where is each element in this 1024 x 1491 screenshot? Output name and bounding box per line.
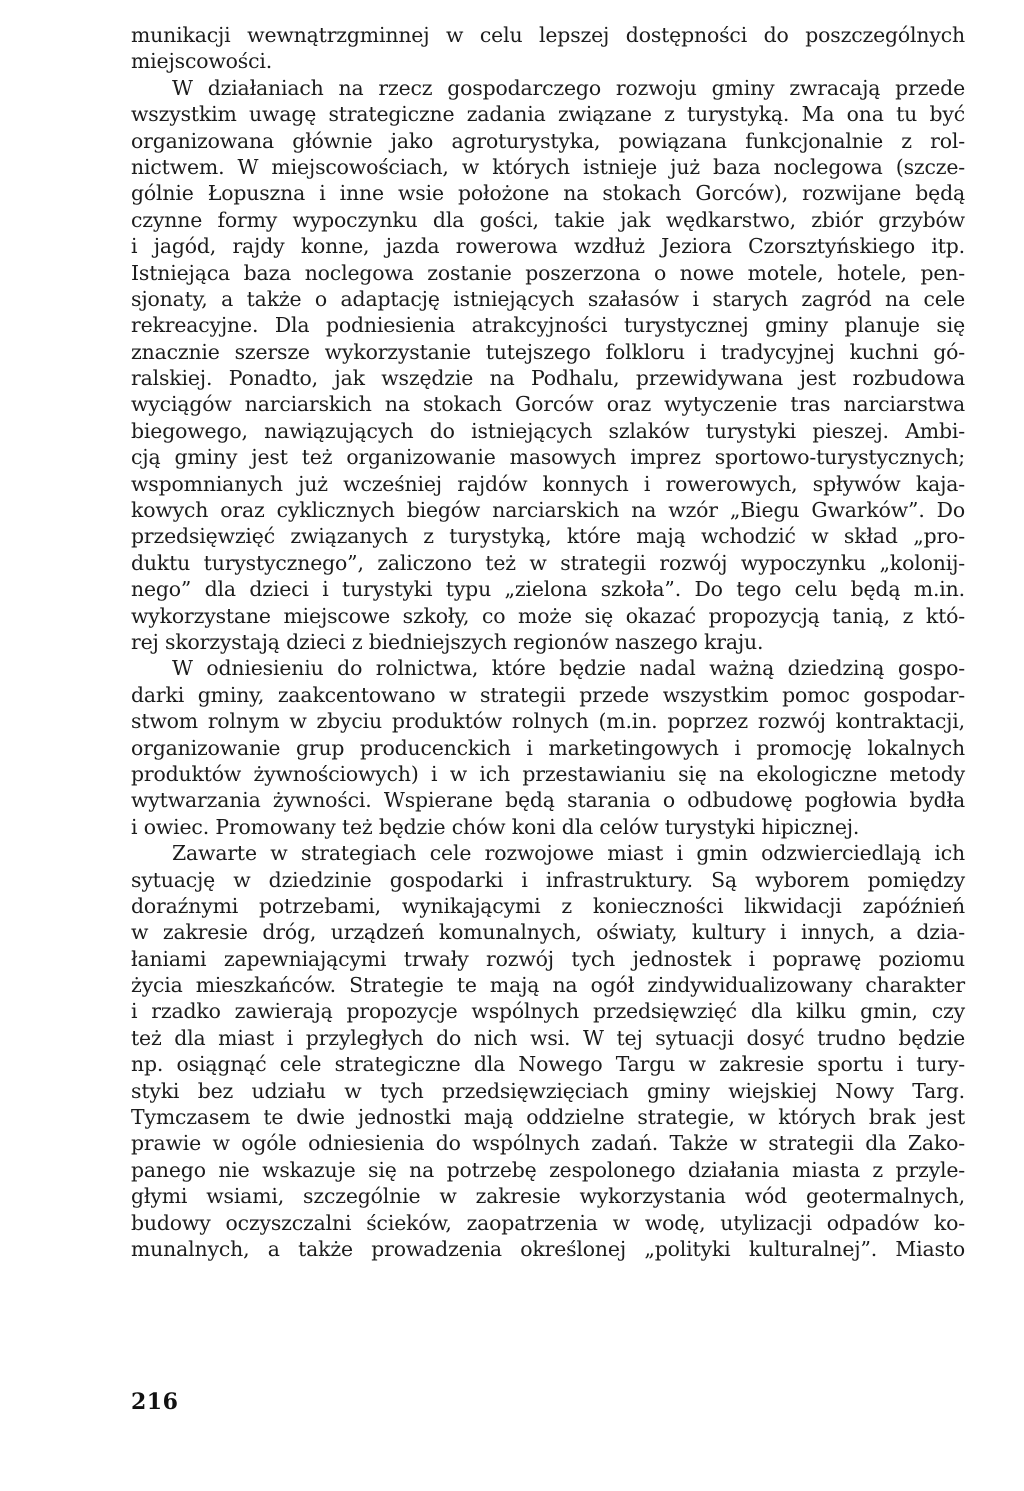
text-line: Zawarte w strategiach cele rozwojowe miast i gmin odzwierciedlają ich xyxy=(172,841,965,866)
paragraph xyxy=(131,840,965,1262)
text-line: budowy oczyszczalni ścieków, zaopatrzenia w wodę, utylizacji odpadów ko- xyxy=(131,1210,965,1235)
text-line: gólnie Łopuszna i inne wsie położone na stokach Gorców), rozwijane będą xyxy=(131,181,965,206)
text-line: munalnych, a także prowadzenia określonej „polityki kulturalnej”. Miasto xyxy=(131,1236,965,1261)
text-line: kowych oraz cyklicznych biegów narciarskich na wzór „Biegu Gwarków”. Do xyxy=(131,498,965,523)
text-line: W odniesieniu do rolnictwa, które będzie nadal ważną dziedziną gospo- xyxy=(172,656,965,681)
text-line: munikacji wewnątrzgminnej w celu lepszej dostępności do poszczególnych xyxy=(131,23,965,47)
text-line: panego nie wskazuje się na potrzebę zespolonego działania miasta z przyle- xyxy=(131,1157,965,1182)
text-line: nego” dla dzieci i turystyki typu „zielona szkoła”. Do tego celu będą m.in. xyxy=(131,577,965,602)
text-line: prawie w ogóle odniesienia do wspólnych zadań. Także w strategii dla Zako- xyxy=(131,1131,965,1156)
text-line: biegowego, nawiązujących do istniejących szlaków turystyki pieszej. Ambi- xyxy=(131,418,965,443)
text-line: rej skorzystają dzieci z biedniejszych regionów naszego kraju. xyxy=(131,629,764,654)
text-line: Istniejąca baza noclegowa zostanie poszerzona o nowe motele, hotele, pen- xyxy=(131,260,965,285)
text-line: nictwem. W miejscowościach, w których istnieje już baza noclegowa (szcze- xyxy=(131,154,965,179)
text-line: i rzadko zawierają propozycje wspólnych przedsięwzięć dla kilku gmin, czy xyxy=(131,999,965,1024)
text-line: sjonaty, a także o adaptację istniejących szałasów i starych zagród na cele xyxy=(131,286,965,311)
text-line: życia mieszkańców. Strategie te mają na ogół zindywidualizowany charakter xyxy=(131,973,965,998)
page-number: 216 xyxy=(131,1389,179,1415)
text-line: znacznie szersze wykorzystanie tutejszego folkloru i tradycyjnej kuchni gó- xyxy=(131,339,965,364)
text-line: np. osiągnąć cele strategiczne dla Nowego Targu w zakresie sportu i tury- xyxy=(131,1052,965,1077)
text-line: doraźnymi potrzebami, wynikającymi z konieczności likwidacji zapóźnień xyxy=(131,893,965,918)
paragraph xyxy=(131,655,965,840)
text-line: wszystkim uwagę strategiczne zadania związane z turystyką. Ma ona tu być xyxy=(131,102,965,127)
text-line: w zakresie dróg, urządzeń komunalnych, oświaty, kultury i innych, a dzia- xyxy=(131,920,965,945)
text-line: darki gminy, zaakcentowano w strategii przede wszystkim pomoc gospodar- xyxy=(131,682,965,707)
text-line: głymi wsiami, szczególnie w zakresie wykorzystania wód geotermalnych, xyxy=(131,1184,965,1209)
text-line: wspomnianych już wcześniej rajdów konnych i rowerowych, spływów kaja- xyxy=(131,471,965,496)
text-line: i owiec. Promowany też będzie chów koni dla celów turystyki hipicznej. xyxy=(131,814,860,839)
text-line: styki bez udziału w tych przedsięwzięciach gminy wiejskiej Nowy Targ. xyxy=(131,1078,965,1103)
text-line: wyciągów narciarskich na stokach Gorców oraz wytyczenie tras narciarstwa xyxy=(131,392,965,417)
text-line: ralskiej. Ponadto, jak wszędzie na Podhalu, przewidywana jest rozbudowa xyxy=(131,366,965,391)
text-line: łaniami zapewniającymi trwały rozwój tych jednostek i poprawę poziomu xyxy=(131,946,965,971)
text-line: miejscowości. xyxy=(131,49,273,74)
page-body xyxy=(131,22,965,1262)
text-line: organizowanie grup producenckich i marketingowych i promocję lokalnych xyxy=(131,735,965,760)
text-line: wytwarzania żywności. Wspierane będą starania o odbudowę pogłowia bydła xyxy=(131,788,965,813)
text-line: wykorzystane miejscowe szkoły, co może się okazać propozycją tanią, z któ- xyxy=(131,603,965,628)
text-line: przedsięwzięć związanych z turystyką, które mają wchodzić w skład „pro- xyxy=(131,524,965,549)
paragraph xyxy=(131,22,965,75)
text-line: Tymczasem te dwie jednostki mają oddzielne strategie, w których brak jest xyxy=(131,1105,965,1130)
text-line: i jagód, rajdy konne, jazda rowerowa wzdłuż Jeziora Czorsztyńskiego itp. xyxy=(131,234,965,259)
paragraph xyxy=(131,75,965,656)
text-line: cją gminy jest też organizowanie masowych imprez sportowo-turystycznych; xyxy=(131,445,965,470)
text-line: rekreacyjne. Dla podniesienia atrakcyjności turystycznej gminy planuje się xyxy=(131,313,965,338)
text-line: stwom rolnym w zbyciu produktów rolnych (m.in. poprzez rozwój kontraktacji, xyxy=(131,709,965,734)
text-line: duktu turystycznego”, zaliczono też w strategii rozwój wypoczynku „kolonij- xyxy=(131,550,965,575)
text-line: sytuację w dziedzinie gospodarki i infrastruktury. Są wyborem pomiędzy xyxy=(131,867,965,892)
text-line: też dla miast i przyległych do nich wsi. W tej sytuacji dosyć trudno będzie xyxy=(131,1025,965,1050)
text-line: produktów żywnościowych) i w ich przestawianiu się na ekologiczne metody xyxy=(131,761,965,786)
text-line: W działaniach na rzecz gospodarczego rozwoju gminy zwracają przede xyxy=(172,75,965,100)
text-line: organizowana głównie jako agroturystyka, powiązana funkcjonalnie z rol- xyxy=(131,128,965,153)
text-line: czynne formy wypoczynku dla gości, takie jak wędkarstwo, zbiór grzybów xyxy=(131,207,965,232)
